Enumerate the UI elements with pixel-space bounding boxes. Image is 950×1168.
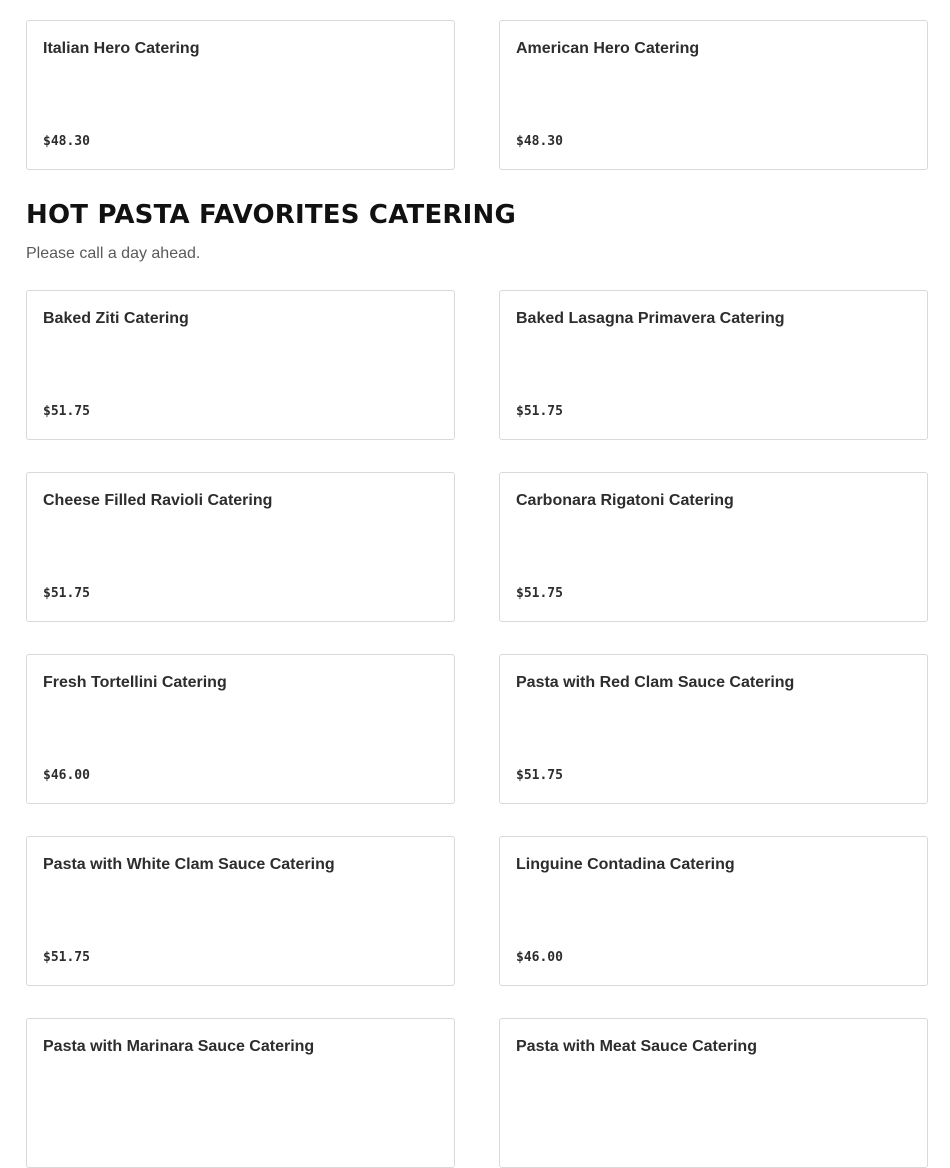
menu-item-price: $51.75 xyxy=(516,768,563,783)
menu-item-name: Pasta with Marinara Sauce Catering xyxy=(43,1038,315,1055)
menu-item-card[interactable] xyxy=(26,654,455,804)
menu-item-name: Pasta with Meat Sauce Catering xyxy=(516,1038,757,1055)
menu-item-price: $46.00 xyxy=(43,768,90,783)
menu-item-price: $51.75 xyxy=(43,404,90,419)
menu-item-card[interactable] xyxy=(499,20,928,170)
menu-item-price: $46.00 xyxy=(516,950,563,965)
menu-item-card[interactable] xyxy=(499,290,928,440)
section-note: Please call a day ahead. xyxy=(26,245,201,262)
menu-item-price: $51.75 xyxy=(43,950,90,965)
menu-item-card[interactable] xyxy=(499,836,928,986)
menu-item-price: $48.30 xyxy=(516,134,563,149)
menu-item-name: Baked Ziti Catering xyxy=(43,310,189,327)
menu-item-price: $48.30 xyxy=(43,134,90,149)
menu-item-card[interactable] xyxy=(26,1018,455,1168)
section-title: HOT PASTA FAVORITES CATERING xyxy=(26,200,517,230)
menu-item-name: American Hero Catering xyxy=(516,40,700,57)
menu-item-price: $51.75 xyxy=(516,586,563,601)
menu-item-name: Cheese Filled Ravioli Catering xyxy=(43,492,273,509)
menu-item-name: Fresh Tortellini Catering xyxy=(43,674,227,691)
menu-item-name: Baked Lasagna Primavera Catering xyxy=(516,310,785,327)
menu-item-card[interactable] xyxy=(499,654,928,804)
menu-item-name: Carbonara Rigatoni Catering xyxy=(516,492,734,509)
menu-item-card[interactable] xyxy=(26,472,455,622)
menu-item-name: Pasta with Red Clam Sauce Catering xyxy=(516,674,795,691)
menu-item-name: Linguine Contadina Catering xyxy=(516,856,735,873)
menu-item-card[interactable] xyxy=(26,20,455,170)
menu-item-card[interactable] xyxy=(26,836,455,986)
menu-item-price: $51.75 xyxy=(516,404,563,419)
pasta-catering-grid xyxy=(26,290,928,1168)
menu-item-card[interactable] xyxy=(26,290,455,440)
menu-item-name: Pasta with White Clam Sauce Catering xyxy=(43,856,335,873)
menu-item-card[interactable] xyxy=(499,1018,928,1168)
hero-catering-grid xyxy=(26,20,928,170)
menu-item-name: Italian Hero Catering xyxy=(43,40,200,57)
menu-item-price: $51.75 xyxy=(43,586,90,601)
menu-item-card[interactable] xyxy=(499,472,928,622)
